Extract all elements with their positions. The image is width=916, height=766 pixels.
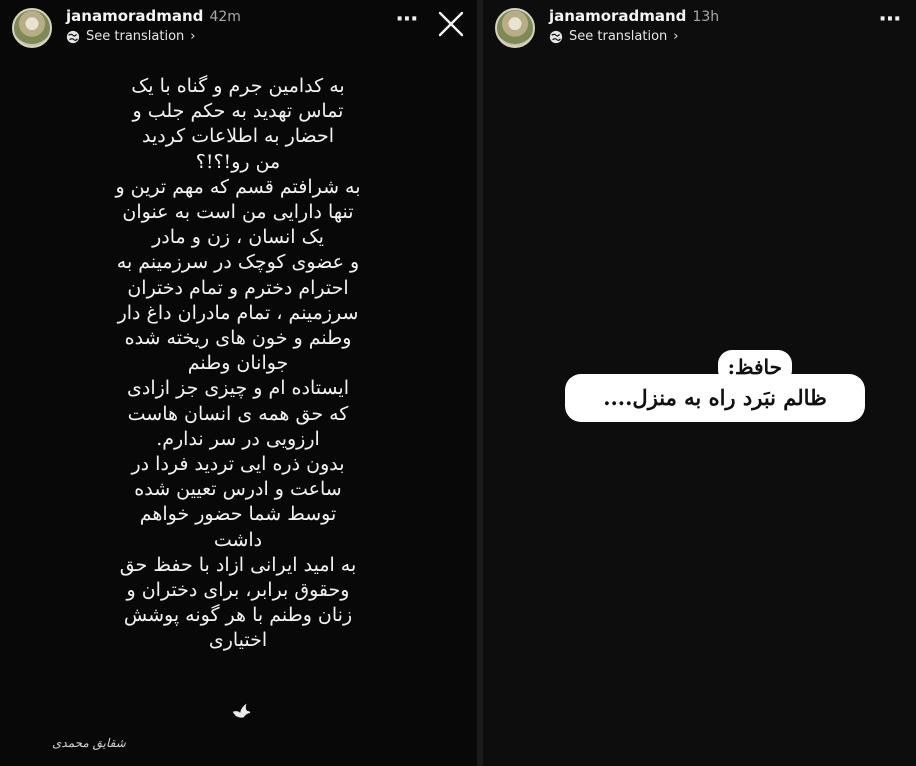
story-text-line: که حق همه ی انسان هاست: [127, 402, 349, 425]
story-header: [12, 4, 469, 48]
see-translation-link[interactable]: [549, 29, 678, 44]
more-options-icon[interactable]: ⋯: [396, 7, 419, 32]
globe-icon: [66, 30, 80, 44]
story-text-line: تنها دارایی من است به عنوان: [122, 201, 354, 224]
story-text-line: سرزمینم ، تمام مادران داغ دار: [117, 301, 359, 324]
story-text-line: اختیاری: [208, 629, 268, 652]
story-text-line: به امید ایرانی ازاد با حفظ حق: [119, 553, 357, 576]
story-text-line: ایستاده ام و چیزی جز ازادی: [127, 377, 349, 400]
story-text: [48, 74, 428, 654]
story-text-line: احترام دخترم و تمام دختران: [127, 276, 349, 299]
story-text-line: وطنم و خون های ریخته شده: [124, 327, 352, 350]
story-text-line: ساعت و ادرس تعیین شده: [134, 478, 342, 501]
username-text[interactable]: janamoradmand: [549, 7, 687, 25]
story-text-line: داشت: [213, 528, 263, 551]
story-text-line: زنان وطنم با هر گونه پوشش: [123, 604, 353, 627]
chevron-right-icon: ›: [190, 29, 196, 44]
story-text-line: جوانان وطنم: [187, 352, 289, 375]
signature: شقایق محمدی: [52, 736, 126, 750]
chevron-right-icon: ›: [673, 29, 679, 44]
right-story-panel: [483, 0, 916, 766]
story-text-line: احضار به اطلاعات کردید: [141, 125, 335, 148]
story-text-line: بدون ذره ایی تردید فردا در: [131, 453, 345, 476]
see-translation-text[interactable]: See translation: [569, 29, 668, 44]
avatar[interactable]: [12, 8, 52, 48]
quote-text: ظالم نبَرد راه به منزل....: [565, 374, 865, 422]
story-text-line: یک انسان ، زن و مادر: [152, 226, 324, 249]
story-text-line: و عضوی کوچک در سرزمینم به: [116, 251, 360, 274]
close-icon[interactable]: [437, 10, 465, 38]
story-text-line: تماس تهدید به حکم جلب و: [132, 100, 344, 123]
see-translation-text[interactable]: See translation: [86, 29, 185, 44]
story-text-line: به کدامین جرم و گناه با یک: [131, 75, 345, 97]
quote-sticker: [565, 350, 865, 428]
username[interactable]: [66, 7, 241, 25]
dove-icon: [230, 700, 252, 722]
story-text-line: وحقوق برابر، برای دختران و: [126, 579, 350, 602]
username-text[interactable]: janamoradmand: [66, 7, 204, 25]
story-text-line: ارزویی در سر ندارم.: [156, 427, 320, 450]
avatar[interactable]: [495, 8, 535, 48]
see-translation-link[interactable]: [66, 29, 195, 44]
story-text-line: من رو!؟!؟: [195, 150, 281, 173]
story-header: [495, 4, 908, 48]
globe-icon: [549, 30, 563, 44]
post-time: 13h: [692, 9, 720, 25]
story-text-line: توسط شما حضور خواهم: [139, 503, 337, 526]
quote-author: حافظ:: [718, 350, 792, 384]
username[interactable]: [549, 7, 719, 25]
post-time: 42m: [209, 9, 241, 25]
more-options-icon[interactable]: ⋯: [879, 7, 902, 32]
story-text-line: به شرافتم قسم که مهم ترین و: [115, 175, 361, 198]
